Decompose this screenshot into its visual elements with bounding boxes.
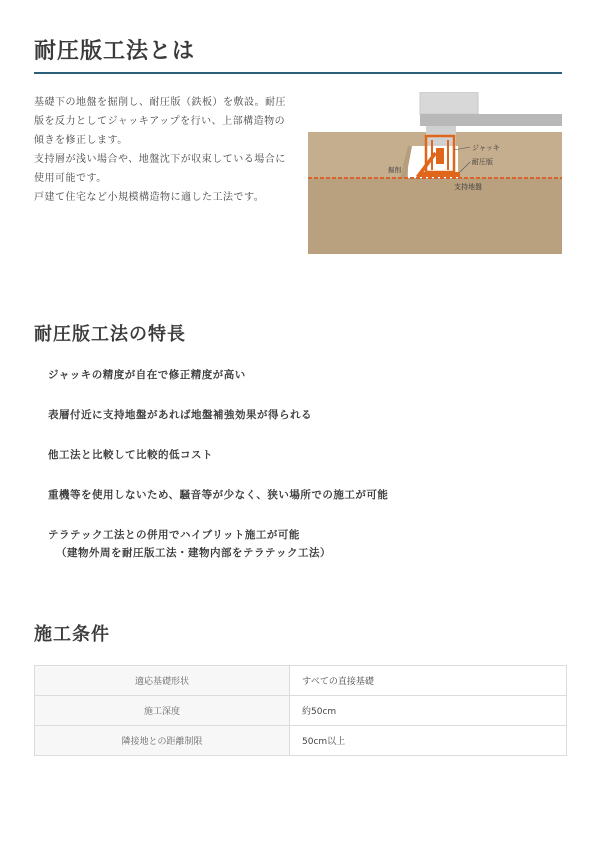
intro-paragraph: 支持層が浅い場合や、地盤沈下が収束している場合に使用可能です。 [34,154,286,184]
label-jack: ジャッキ [472,144,500,152]
condition-value: 約50cm [290,696,567,726]
feature-item [48,486,558,504]
features-list [48,366,558,584]
features-heading: 耐圧版工法の特長 [34,324,186,345]
intro-paragraph: 基礎下の地盤を掘削し、耐圧版（鉄板）を敷設。耐圧版を反力としてジャッキアップを行い、上部構造物の傾きを修正します。 [34,97,286,146]
condition-label: 適応基礎形状 [35,666,290,696]
pressure-plate [420,172,460,177]
jack-body [436,148,444,164]
condition-value: 50cm以上 [290,726,567,756]
table-row [35,726,567,756]
feature-item [48,406,558,424]
feature-text: 他工法と比較して比較的低コスト [48,449,213,461]
feature-subtext: （建物外周を耐圧版工法・建物内部をテラテック工法） [56,547,331,559]
intro-text [34,93,289,207]
method-diagram [308,92,562,254]
condition-value: すべての直接基礎 [290,666,567,696]
feature-text: 表層付近に支持地盤があれば地盤補強効果が得られる [48,409,312,421]
feature-item [48,446,558,464]
conditions-table [34,665,567,756]
condition-label: 施工深度 [35,696,290,726]
conditions-heading: 施工条件 [34,624,110,645]
building-slab [420,114,562,126]
page-title: 耐圧版工法とは [34,39,196,64]
intro-paragraph: 戸建て住宅など小規模構造物に適した工法です。 [34,192,265,203]
label-excavation: 掘削 [388,166,401,174]
condition-label: 隣接地との距離制限 [35,726,290,756]
bearing-ground [308,178,562,254]
feature-item [48,526,558,562]
label-bearing: 支持地盤 [454,183,482,191]
feature-text: テラテック工法との併用でハイブリット施工が可能 [48,529,300,541]
table-row [35,666,567,696]
title-divider [34,72,562,74]
building-upper [420,92,478,114]
table-row [35,696,567,726]
label-plate: 耐圧版 [472,158,493,166]
feature-text: ジャッキの精度が自在で修正精度が高い [48,369,246,381]
feature-text: 重機等を使用しないため、騒音等が少なく、狭い場所での施工が可能 [48,489,389,501]
feature-item [48,366,558,384]
